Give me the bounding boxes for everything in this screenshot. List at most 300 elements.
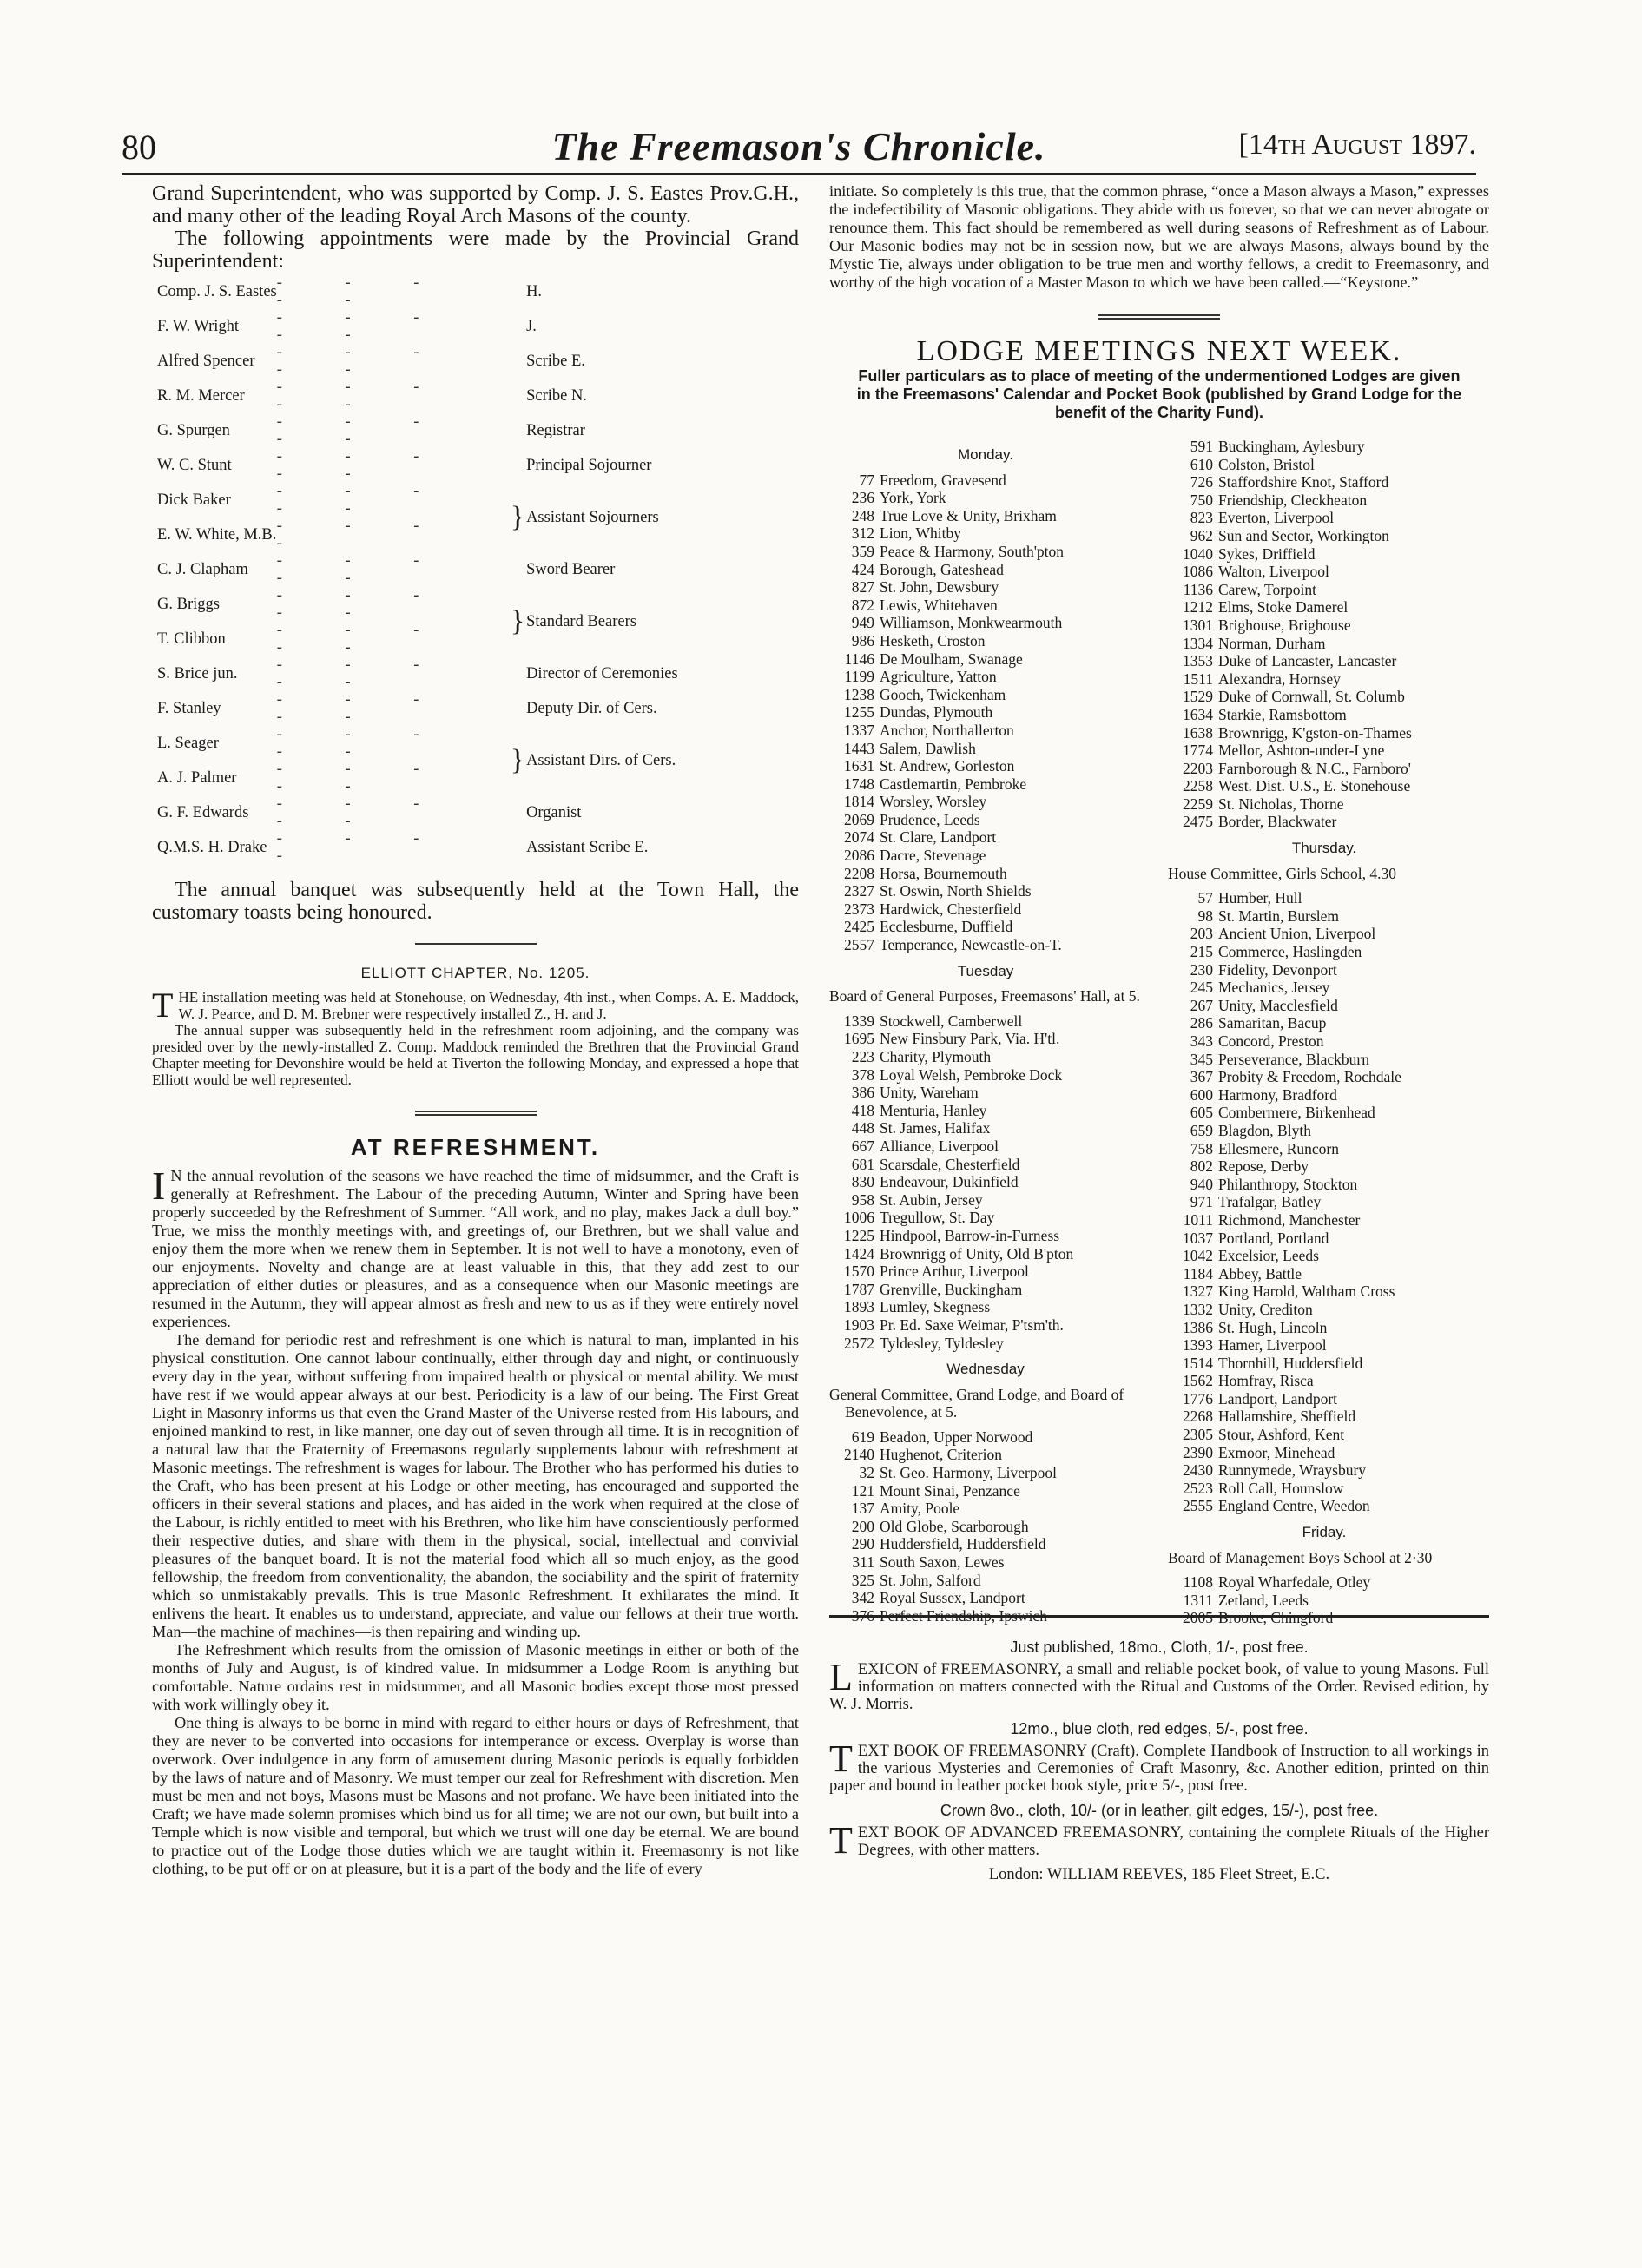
lodge-name: Landport, Landport (1218, 1389, 1338, 1408)
refreshment-paragraph-1: I N the annual revolution of the seasons we have reached the time of midsummer, and the Craft is generally at Refreshment. The Labour of the preceding Autumn, Winter and Spring have been properly succeeded by the Refreshment of Summer. “All work, and no play, makes Jack a dull boy.” True, we miss the monthly meetings with, and greetings of, our Brethren, but we shall value and enjoy them the more when we renew them in September. It is not well to have a monotony, even of our enjoyments. Novelty and change are at least valuable in this, that they add zest to our appreciation of either duties or pleasures, and as a consequence when our Masonic meetings are resumed in the Autumn, they will appear almost as fresh and new to us as if they were entirely novel experiences. (152, 1164, 799, 1330)
lodge-number: 1311 (1183, 1591, 1213, 1609)
lodge-number: 378 (851, 1065, 874, 1084)
appointments-intro: The following appointments were made by the Provincial Grand Superintendent: (152, 227, 799, 273)
lodge-number: 345 (1190, 1050, 1213, 1068)
lexicon-ad: LEXICON of FREEMASONRY, a small and reliable pocket book, of value to young Masons. Full information on matters connected with the Ritual and Customs of the Order. Revised edition, by W. J. Morris. (829, 1656, 1489, 1713)
lodge-number: 1893 (844, 1298, 874, 1316)
lodge-entry (829, 1518, 1142, 1536)
appointment-row: C. J. Clapham - - - - - Sword Bearer (157, 552, 616, 587)
lodge-name: Mellor, Ashton-under-Lyne (1218, 742, 1385, 760)
lodge-number: 1695 (844, 1030, 874, 1048)
lodge-entry (829, 1335, 1142, 1353)
lodge-name: Trafalgar, Batley (1218, 1193, 1322, 1211)
lodge-entry (1168, 509, 1480, 527)
day-heading: Thursday. (1291, 840, 1357, 857)
lodge-number: 1327 (1183, 1282, 1213, 1301)
banquet-paragraph: The annual banquet was subsequently held at the Town Hall, the customary toasts being honoured. (152, 879, 799, 924)
lodge-entry (829, 1446, 1142, 1464)
lodge-number: 758 (1190, 1139, 1213, 1157)
lodge-entry (829, 793, 1142, 811)
lodge-name: West. Dist. U.S., E. Stonehouse (1218, 777, 1411, 795)
lodge-number: 1040 (1183, 544, 1213, 563)
lodge-name: Duke of Cornwall, St. Columb (1218, 688, 1405, 706)
elliott-paragraph-2: The annual supper was subsequently held in the refreshment room adjoining, and the company was presided over by the newly-installed Z. Comp. Maddock reminded the Brethren that the Provincial Grand Chapter meeting for Devonshire would be held at Tiverton the following Monday, and expressed a hope that Elliott would be well represented. (152, 1022, 799, 1088)
lodge-number: 215 (1190, 943, 1213, 961)
lodge-name: St. John, Salford (880, 1571, 981, 1589)
lodge-number: 312 (851, 524, 874, 543)
lodge-entry (829, 1030, 1142, 1048)
page-number: 80 (122, 128, 156, 167)
lodge-name: Mechanics, Jersey (1218, 979, 1330, 997)
lodge-entry (1168, 545, 1480, 564)
lodge-number: 1511 (1183, 669, 1213, 688)
lodge-number: 2475 (1183, 813, 1213, 831)
lodge-entry (829, 1316, 1142, 1335)
appointment-row: Alfred Spencer - - - - - Scribe E. (157, 344, 585, 379)
lodge-name: Hardwick, Chesterfield (880, 900, 1022, 918)
lodge-name: Royal Wharfedale, Otley (1218, 1573, 1371, 1592)
lodge-number: 2208 (844, 864, 874, 882)
appointment-row: T. Clibbon - - - - - (157, 622, 449, 656)
lodge-lists (829, 438, 1489, 1627)
lodge-name: Carew, Torpoint (1218, 580, 1316, 598)
lodge-number: 121 (851, 1481, 874, 1500)
lodge-name: De Moulham, Swanage (880, 649, 1023, 668)
lodge-entry (829, 1572, 1142, 1590)
lodge-name: Homfray, Risca (1218, 1372, 1314, 1390)
lodge-number: 1146 (844, 649, 874, 668)
lodge-number: 343 (1190, 1032, 1213, 1050)
lodge-entry (829, 650, 1142, 669)
lodge-name: Freedom, Gravesend (880, 471, 1006, 489)
lodge-name: St. James, Halifax (880, 1119, 991, 1137)
lodge-number: 1570 (844, 1263, 874, 1281)
lodge-name: St. Hugh, Lincoln (1218, 1318, 1328, 1336)
refreshment-paragraph-3: The Refreshment which results from the omission of Masonic meetings in either or both of the months of July and August, is of kindred value. In midsummer a Lodge Room is anything but comfortable. Nature ordains rest in midsummer, and all Masonic bodies except those most pressed with work willingly obey it. (152, 1641, 799, 1713)
lodge-entry (1168, 1372, 1480, 1390)
lodge-name: Excelsior, Leeds (1218, 1247, 1319, 1265)
lodge-number: 2074 (844, 828, 874, 847)
lodge-number: 376 (851, 1606, 874, 1625)
lodge-entry (829, 597, 1142, 615)
lodge-name: Harmony, Bradford (1218, 1085, 1337, 1104)
lodge-number: 872 (851, 596, 874, 614)
lodge-name: Exmoor, Minehead (1218, 1443, 1335, 1461)
lodge-entry (1168, 616, 1480, 635)
lodge-name: Brighouse, Brighouse (1218, 616, 1351, 634)
lodge-name: Probity & Freedom, Rochdale (1218, 1068, 1401, 1086)
lodge-entry (829, 1102, 1142, 1120)
lodge-entry (1168, 598, 1480, 616)
lodge-name: Richmond, Manchester (1218, 1210, 1361, 1229)
appointment-row: S. Brice jun. - - - - - Director of Ceremonies (157, 656, 678, 691)
lodge-name: Tregullow, St. Day (880, 1209, 995, 1227)
lodge-number: 1631 (844, 757, 874, 775)
lodge-name: St. Aubin, Jersey (880, 1190, 983, 1209)
lodge-entry (1168, 795, 1480, 814)
lodge-entry (829, 1589, 1142, 1607)
lodge-entry (829, 1191, 1142, 1210)
lodge-name: Scarsdale, Chesterfield (880, 1155, 1020, 1173)
lodge-name: Runnymede, Wraysbury (1218, 1461, 1367, 1480)
lodge-entry (1168, 581, 1480, 599)
lodge-entry (1168, 1461, 1480, 1480)
lodge-name: St. Andrew, Gorleston (880, 757, 1015, 775)
lodge-name: Loyal Welsh, Pembroke Dock (880, 1065, 1063, 1084)
lodge-number: 986 (851, 631, 874, 649)
lodge-entry (829, 471, 1142, 490)
lodge-number: 2430 (1183, 1461, 1213, 1480)
lodge-name: Pr. Ed. Saxe Weimar, P'tsm'th. (880, 1315, 1064, 1334)
lodge-name: Sun and Sector, Workington (1218, 526, 1389, 544)
meeting-note: Board of Management Boys School at 2·30 (1168, 1548, 1433, 1566)
lodge-entry (1168, 1592, 1480, 1610)
lodge-list-column-right (1168, 438, 1480, 1627)
lodge-name: Alliance, Liverpool (880, 1137, 999, 1155)
lodge-number: 940 (1190, 1175, 1213, 1193)
lodge-name: Williamson, Monkwearmouth (880, 614, 1063, 632)
lodge-number: 1748 (844, 775, 874, 793)
lodge-entry (829, 668, 1142, 686)
lodge-entry (829, 722, 1142, 740)
appointment-row: F. Stanley - - - - - Deputy Dir. of Cers. (157, 691, 657, 726)
lodge-entry (1168, 1157, 1480, 1176)
lodge-entry (1168, 1086, 1480, 1104)
lodge-number: 1787 (844, 1280, 874, 1298)
lodge-number: 2390 (1183, 1443, 1213, 1461)
lodge-name: Hamer, Liverpool (1218, 1336, 1327, 1355)
lodge-number: 2373 (844, 900, 874, 918)
lodge-number: 448 (851, 1119, 874, 1137)
lodge-name: Perfect Friendship, Ipswich (880, 1606, 1047, 1625)
lodge-number: 619 (851, 1427, 874, 1446)
lodge-number: 2258 (1183, 777, 1213, 795)
lodge-name: Concord, Preston (1218, 1032, 1324, 1050)
lodge-entry (1168, 688, 1480, 706)
lodge-name: Ancient Union, Liverpool (1218, 925, 1376, 943)
lodge-number: 367 (1190, 1068, 1213, 1086)
lodge-number: 1776 (1183, 1389, 1213, 1408)
appointment-row: E. W. White, M.B. - - - - (157, 518, 449, 552)
refreshment-paragraph-2: The demand for periodic rest and refreshment is one which is natural to man, implanted in his physical constitution. One cannot labour continually, either through day and night, or continuously every day in the year, without suffering from impaired health or physical or mental ability. We must have rest if we would appear always at our best. Periodicity is a law of our being. The First Great Light in Masonry informs us that even the Grand Master of the Universe rested from His labours, and enjoined mankind to rest, in like manner, one day out of seven through all time. It is in recognition of a natural law that the Fraternity of Freemasons regularly supplements labour with refreshment at Masonic meetings. The refreshment is wages for labour. The Brother who has performed his duties to the Craft, who has been present at his Lodge or other meeting, has encouraged and supported the officers in their several stations and places, and has aided in the work when required at the close of the Labour, is richly entitled to meet with his Brethren, who like him have conscientiously performed their respective duties, and share with them in the physical, social, intellectual and convivial pleasures of the banquet board. It is not the material food which all so much enjoy, as the good fellowship, the freedom from conventionality, the abandon, the sociability and the spirit of fraternity which so unmistakably prevails. This is true Masonic Refreshment. It exhilarates the mind. It enlivens the heart. It enables us to understand, appreciate, and value our fellows at their true worth. Man—the machine of machines—is then repairing and winding up. (152, 1331, 799, 1640)
lodge-name: South Saxon, Lewes (880, 1553, 1005, 1572)
lodge-name: Border, Blackwater (1218, 813, 1337, 831)
lodge-number: 823 (1190, 509, 1213, 527)
lodge-name: Hughenot, Criterion (880, 1446, 1002, 1464)
lodge-number: 659 (1190, 1121, 1213, 1139)
lodge-name: Ellesmere, Runcorn (1218, 1139, 1339, 1157)
lodge-number: 962 (1190, 526, 1213, 544)
lodge-number: 1042 (1183, 1247, 1213, 1265)
lodge-number: 726 (1190, 473, 1213, 491)
lodge-number: 2140 (844, 1446, 874, 1464)
lodge-number: 290 (851, 1535, 874, 1553)
lodge-entry (1168, 997, 1480, 1015)
lodge-name: York, York (880, 489, 946, 507)
lodge-number: 424 (851, 560, 874, 578)
appointment-row: F. W. Wright - - - - - J. (157, 309, 537, 344)
appointment-row: W. C. Stunt - - - - - Principal Sojourner (157, 448, 652, 483)
lodge-name: Borough, Gateshead (880, 560, 1004, 578)
left-column (152, 182, 799, 1878)
lodge-name: Blagdon, Blyth (1218, 1121, 1311, 1139)
lodge-number: 1562 (1183, 1372, 1213, 1390)
lodge-number: 971 (1190, 1193, 1213, 1211)
lodge-number: 1006 (844, 1209, 874, 1227)
lodge-name: Humber, Hull (1218, 889, 1302, 907)
lodge-number: 1337 (844, 721, 874, 739)
lodge-entry (829, 1156, 1142, 1174)
lodge-number: 359 (851, 542, 874, 560)
lodge-entry (829, 632, 1142, 650)
lodge-entry (1168, 943, 1480, 961)
lodge-number: 2203 (1183, 759, 1213, 777)
lodge-number: 610 (1190, 455, 1213, 473)
lodge-entry (1168, 1301, 1480, 1319)
lodge-number: 1814 (844, 793, 874, 811)
lodge-entry (1168, 979, 1480, 997)
lodge-entry (829, 543, 1142, 561)
lodge-entry (1168, 1426, 1480, 1444)
lodge-name: St. Nicholas, Thorne (1218, 794, 1344, 813)
lodge-number: 1086 (1183, 563, 1213, 581)
lodge-number: 2572 (844, 1334, 874, 1352)
lodge-name: Samaritan, Bacup (1218, 1014, 1327, 1032)
lodge-number: 98 (1197, 907, 1213, 925)
appointment-row: G. F. Edwards - - - - - Organist (157, 795, 582, 830)
lodge-name: Prudence, Leeds (880, 810, 980, 828)
lodge-number: 2259 (1183, 794, 1213, 813)
lodge-number: 2086 (844, 847, 874, 865)
lodge-name: Buckingham, Aylesbury (1218, 438, 1365, 455)
lodge-number: 325 (851, 1571, 874, 1589)
lodge-entry (829, 1245, 1142, 1263)
lodge-number: 1529 (1183, 688, 1213, 706)
lodge-entry (829, 882, 1142, 900)
lodge-entry (829, 847, 1142, 865)
lodge-number: 750 (1190, 491, 1213, 509)
lodge-number: 1136 (1183, 580, 1213, 598)
lodge-entry (1168, 889, 1480, 907)
lodge-entry (1168, 1390, 1480, 1408)
lodge-entry (1168, 473, 1480, 491)
lexicon-price: Just published, 18mo., Cloth, 1/-, post free. (1010, 1638, 1309, 1656)
lodge-entry (829, 524, 1142, 543)
lodge-number: 1339 (844, 1012, 874, 1030)
textbook-price: 12mo., blue cloth, red edges, 5/-, post free. (1010, 1720, 1309, 1737)
lodge-name: Perseverance, Blackburn (1218, 1050, 1369, 1068)
appointment-row: A. J. Palmer - - - - - (157, 761, 449, 795)
lodge-name: Commerce, Haslingden (1218, 943, 1362, 961)
lodge-name: Charity, Plymouth (880, 1048, 992, 1065)
lodge-entry (1168, 813, 1480, 831)
lodge-number: 1638 (1183, 723, 1213, 742)
lodge-name: Anchor, Northallerton (880, 721, 1014, 739)
lodge-name: New Finsbury Park, Via. H'tl. (880, 1030, 1060, 1048)
lodge-entry (1168, 1211, 1480, 1230)
lodge-number: 1212 (1183, 598, 1213, 616)
lodge-name: Dundas, Plymouth (880, 703, 993, 722)
lodge-name: Hesketh, Croston (880, 631, 986, 649)
lodge-entry (1168, 1480, 1480, 1498)
lodge-name: St. Clare, Landport (880, 828, 997, 847)
lodge-name: Farnborough & N.C., Farnboro' (1218, 759, 1411, 777)
lodge-entry (1168, 1014, 1480, 1032)
lodge-name: Hindpool, Barrow-in-Furness (880, 1226, 1060, 1244)
lodge-name: Menturia, Hanley (880, 1101, 987, 1119)
lodge-name: Elms, Stoke Damerel (1218, 598, 1349, 616)
lodge-entry (1168, 491, 1480, 510)
lodge-number: 1238 (844, 685, 874, 703)
textbook-ad: TEXT BOOK OF FREEMASONRY (Craft). Complete Handbook of Instruction to all workings in the various Mysteries and Ceremonies of Craft Masonry, &c. Another edition, printed on thin paper and bound in leather pocket book style, price 5/-, post free. (829, 1737, 1489, 1795)
lodge-name: Hallamshire, Sheffield (1218, 1408, 1356, 1426)
appointment-row: L. Seager - - - - - } Assistant Dirs. of Cers. (157, 726, 676, 776)
lodge-name: St. Geo. Harmony, Liverpool (880, 1464, 1057, 1482)
section-divider (415, 943, 537, 945)
drop-cap: I (152, 1164, 166, 1208)
lodge-entry (1168, 635, 1480, 653)
lodge-name: Peace & Harmony, South'pton (880, 542, 1064, 560)
lodge-name: Duke of Lancaster, Lancaster (1218, 652, 1397, 670)
lodge-entry (1168, 1032, 1480, 1051)
lodge-name: Portland, Portland (1218, 1229, 1329, 1247)
lodge-entry (1168, 760, 1480, 778)
lodge-name: Lion, Whitby (880, 524, 961, 543)
right-column (829, 182, 1489, 1627)
lodge-number: 248 (851, 506, 874, 524)
lodge-entry (829, 1066, 1142, 1085)
lodge-entry (1168, 1319, 1480, 1337)
lodge-number: 949 (851, 614, 874, 632)
appointment-row: G. Spurgen - - - - - Registrar (157, 413, 585, 448)
lodge-name: Stockwell, Camberwell (880, 1012, 1023, 1030)
lodge-number: 2557 (844, 936, 874, 954)
lodge-name: Brooke, Chingford (1218, 1609, 1334, 1627)
lodge-entry (829, 1209, 1142, 1227)
lodge-name: Horsa, Bournemouth (880, 864, 1007, 882)
lodge-number: 1393 (1183, 1336, 1213, 1355)
lodge-entry (829, 703, 1142, 722)
lodge-entry (829, 507, 1142, 525)
lodge-entry (1168, 1176, 1480, 1194)
lodge-name: Prince Arthur, Liverpool (880, 1263, 1029, 1281)
lodge-name: Colston, Bristol (1218, 455, 1315, 473)
lodge-number: 223 (851, 1048, 874, 1065)
lodge-entry (829, 1281, 1142, 1299)
lodge-entry (829, 1428, 1142, 1447)
lodge-entry (829, 1048, 1142, 1066)
lodge-number: 200 (851, 1517, 874, 1535)
lodge-name: Ecclesburne, Duffield (880, 918, 1013, 936)
lodge-name: Beadon, Upper Norwood (880, 1427, 1033, 1446)
lodge-number: 32 (859, 1464, 874, 1482)
lodge-name: Dacre, Stevenage (880, 847, 986, 865)
lodge-entry (829, 1119, 1142, 1137)
lodge-entry (829, 561, 1142, 579)
lodge-number: 2555 (1183, 1497, 1213, 1515)
lodge-entry (829, 900, 1142, 919)
lodge-number: 1332 (1183, 1300, 1213, 1318)
lodge-number: 600 (1190, 1085, 1213, 1104)
lodge-name: Walton, Liverpool (1218, 563, 1329, 581)
day-heading: Tuesday (957, 962, 1014, 979)
lodge-name: Brownrigg of Unity, Old B'pton (880, 1244, 1074, 1263)
lodge-name: Worsley, Worsley (880, 793, 987, 811)
drop-cap: T (829, 1819, 853, 1862)
lodge-name: True Love & Unity, Brixham (880, 506, 1057, 524)
section-divider-double (415, 1111, 537, 1116)
lodge-number: 1011 (1183, 1210, 1213, 1229)
lodge-name: Alexandra, Hornsey (1218, 669, 1341, 688)
lodge-number: 2523 (1183, 1479, 1213, 1497)
lodge-entry (1168, 1122, 1480, 1140)
lodge-number: 2425 (844, 918, 874, 936)
appointment-row: Dick Baker - - - - - } Assistant Sojourners (157, 483, 659, 533)
lodge-entry (829, 936, 1142, 954)
lodge-entry (1168, 1497, 1480, 1515)
lodge-entry (1168, 527, 1480, 545)
meeting-note: General Committee, Grand Lodge, and Board of Benevolence, at 5. (829, 1385, 1124, 1421)
lodge-entry (829, 811, 1142, 829)
issue-date: [14th August 1897. (1238, 129, 1476, 161)
lodge-entry (829, 740, 1142, 758)
lodge-entry (829, 1173, 1142, 1191)
lodge-name: Norman, Durham (1218, 634, 1326, 652)
lodge-entry (829, 1227, 1142, 1245)
lodge-entry (829, 1084, 1142, 1102)
lodge-number: 2005 (1183, 1609, 1213, 1627)
lodge-name: Everton, Liverpool (1218, 509, 1335, 527)
lodge-number: 137 (851, 1500, 874, 1518)
lodge-name: England Centre, Weedon (1218, 1497, 1370, 1515)
lodge-entry (1168, 1193, 1480, 1211)
lodge-number: 386 (851, 1084, 874, 1102)
lodge-number: 311 (852, 1553, 874, 1572)
lodge-name: Agriculture, Yatton (880, 668, 997, 686)
lodge-name: Sykes, Driffield (1218, 544, 1316, 563)
lodge-entry (829, 1464, 1142, 1482)
lodge-number: 342 (851, 1589, 874, 1607)
appointment-row: R. M. Mercer - - - - - Scribe N. (157, 379, 587, 413)
lodge-number: 1199 (844, 668, 874, 686)
book-advertisements (829, 1615, 1489, 1883)
drop-cap: T (829, 1737, 853, 1780)
lodge-entry (1168, 1408, 1480, 1426)
lodge-entry (1168, 706, 1480, 724)
lodge-entry (829, 1263, 1142, 1281)
lodge-entry (1168, 670, 1480, 689)
lodge-number: 1774 (1183, 742, 1213, 760)
lodge-number: 1301 (1183, 616, 1213, 634)
lodge-number: 57 (1197, 889, 1213, 907)
lodge-number: 1386 (1183, 1318, 1213, 1336)
lodge-entry (1168, 563, 1480, 581)
lodge-entry (829, 828, 1142, 847)
lodge-entry (829, 1298, 1142, 1316)
lodge-entry (1168, 1051, 1480, 1069)
advanced-textbook-ad: TEXT BOOK OF ADVANCED FREEMASONRY, containing the complete Rituals of the Higher Degrees, with other matters. (829, 1819, 1489, 1862)
lodge-number: 2305 (1183, 1426, 1213, 1444)
lodge-number: 1225 (844, 1226, 874, 1244)
lodge-name: Unity, Crediton (1218, 1300, 1313, 1318)
lodge-name: St. John, Dewsbury (880, 578, 999, 597)
page-header (122, 120, 1476, 175)
lodge-number: 958 (851, 1190, 874, 1209)
lodge-name: Repose, Derby (1218, 1157, 1309, 1176)
appointment-row: Comp. J. S. Eastes - - - - - H. (157, 274, 543, 309)
lodge-entry (829, 1535, 1142, 1553)
lodge-number: 827 (851, 578, 874, 597)
